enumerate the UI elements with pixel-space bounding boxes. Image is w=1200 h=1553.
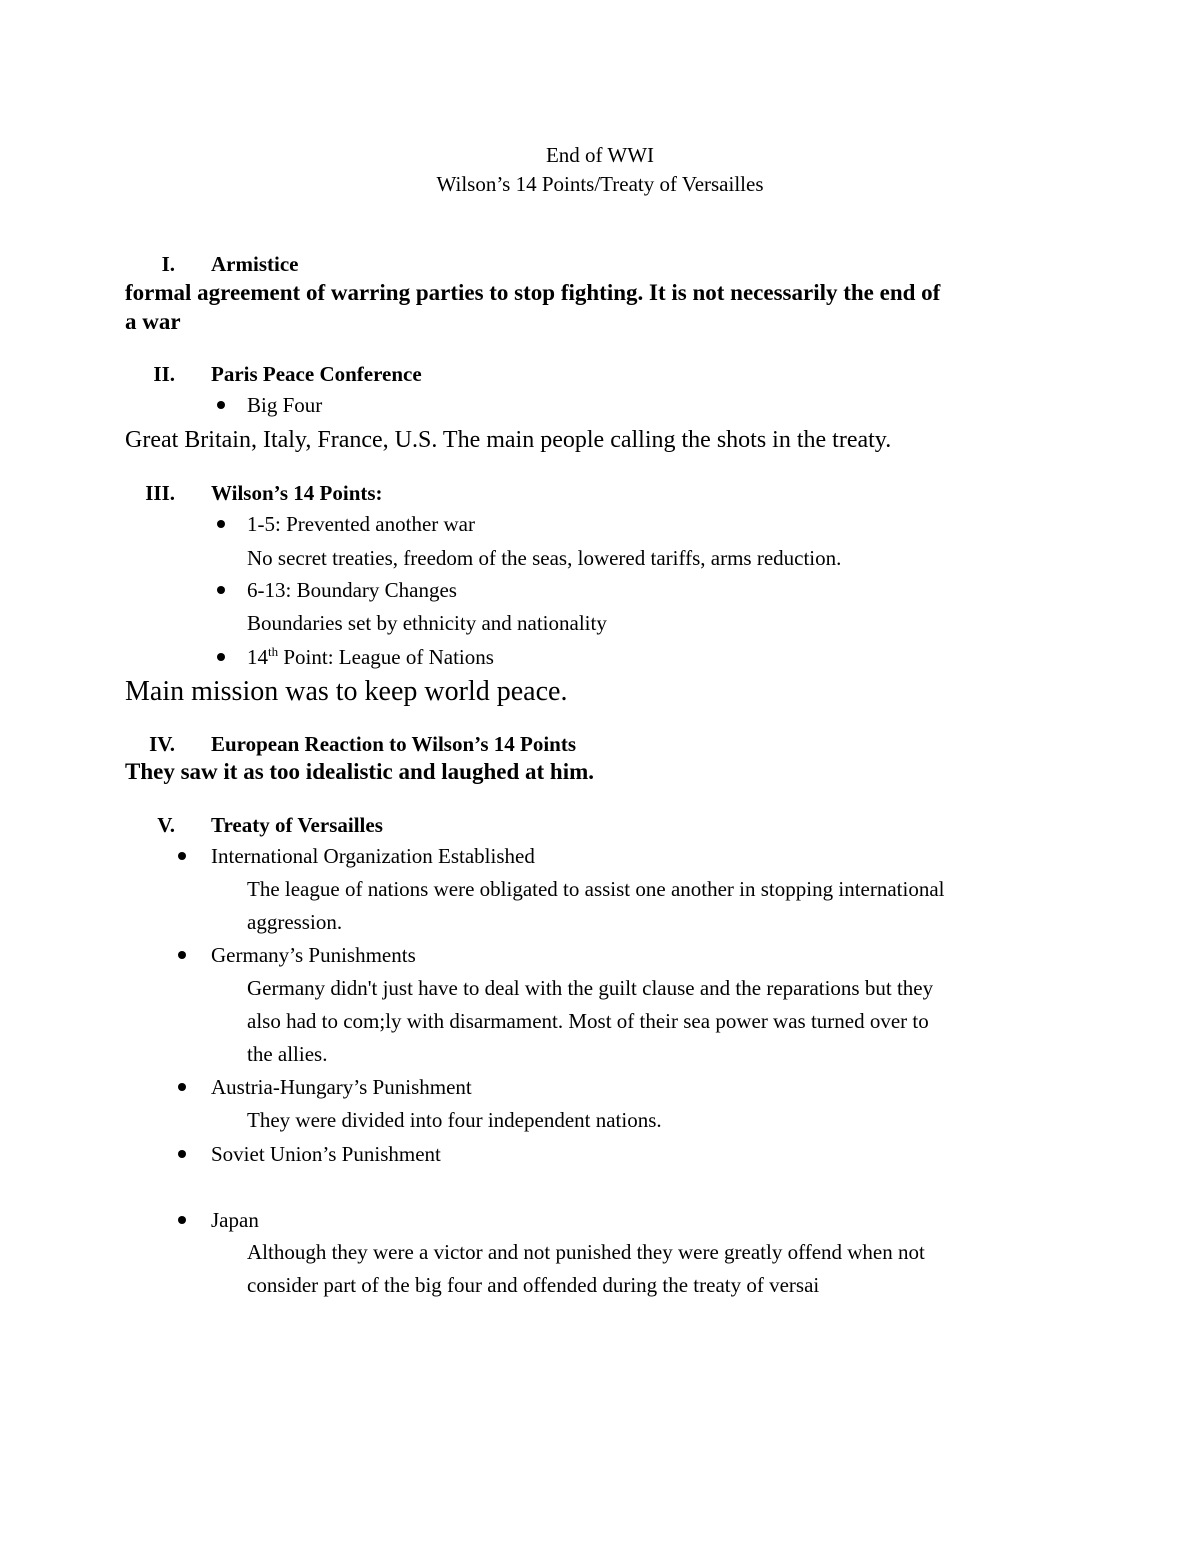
bullet-icon: [217, 586, 225, 594]
bullet-label: 14th Point: League of Nations: [247, 644, 494, 669]
bullet-detail: aggression.: [247, 910, 343, 934]
bullet-icon: [217, 401, 225, 409]
section-numeral: V.: [157, 813, 175, 837]
bullet-detail: Boundaries set by ethnicity and nationality: [247, 611, 607, 635]
section-heading: Armistice: [211, 252, 299, 276]
bullet-detail: also had to com;ly with disarmament. Most of their sea power was turned over to: [247, 1009, 929, 1033]
bullet-label: Soviet Union’s Punishment: [211, 1142, 441, 1166]
section-note: Great Britain, Italy, France, U.S. The main people calling the shots in the treaty.: [125, 427, 892, 453]
section-numeral: I.: [161, 252, 175, 276]
bullet-icon: [178, 1150, 186, 1158]
section-numeral: II.: [153, 362, 175, 386]
document-subtitle: Wilson’s 14 Points/Treaty of Versailles: [436, 172, 764, 196]
section-note: formal agreement of warring parties to stop fighting. It is not necessarily the end of: [125, 280, 941, 305]
bullet-icon: [178, 852, 186, 860]
section-note: a war: [125, 309, 181, 334]
bullet-detail: The league of nations were obligated to assist one another in stopping international: [247, 877, 945, 901]
bullet-label: 1-5: Prevented another war: [247, 512, 475, 536]
section-numeral: III.: [145, 481, 175, 505]
bullet-icon: [178, 1216, 186, 1224]
bullet-detail: Germany didn't just have to deal with the guilt clause and the reparations but they: [247, 976, 934, 1000]
document-title: End of WWI: [545, 143, 655, 167]
section-heading: Wilson’s 14 Points:: [211, 481, 383, 505]
section-heading: Treaty of Versailles: [211, 813, 383, 837]
section-heading: Paris Peace Conference: [211, 362, 422, 386]
bullet-icon: [178, 951, 186, 959]
bullet-detail: Although they were a victor and not punished they were greatly offend when not: [247, 1240, 925, 1264]
bullet-icon: [217, 520, 225, 528]
bullet-label: Big Four: [247, 393, 323, 417]
bullet-icon: [178, 1083, 186, 1091]
bullet-detail: consider part of the big four and offended during the treaty of versai: [247, 1273, 820, 1297]
bullet-label: International Organization Established: [211, 844, 535, 868]
bullet-icon: [217, 653, 225, 661]
bullet-label: Japan: [211, 1208, 259, 1232]
bullet-label: Germany’s Punishments: [211, 943, 416, 967]
bullet-label: 6-13: Boundary Changes: [247, 578, 457, 602]
bullet-detail: No secret treaties, freedom of the seas, lowered tariffs, arms reduction.: [247, 546, 842, 570]
section-heading: European Reaction to Wilson’s 14 Points: [211, 732, 577, 756]
bullet-label: Austria-Hungary’s Punishment: [211, 1075, 472, 1099]
bullet-detail: They were divided into four independent nations.: [247, 1108, 662, 1132]
section-numeral: IV.: [149, 732, 175, 756]
section-note: They saw it as too idealistic and laughed at him.: [125, 759, 594, 784]
bullet-detail: the allies.: [247, 1042, 328, 1066]
section-note: Main mission was to keep world peace.: [125, 676, 568, 707]
